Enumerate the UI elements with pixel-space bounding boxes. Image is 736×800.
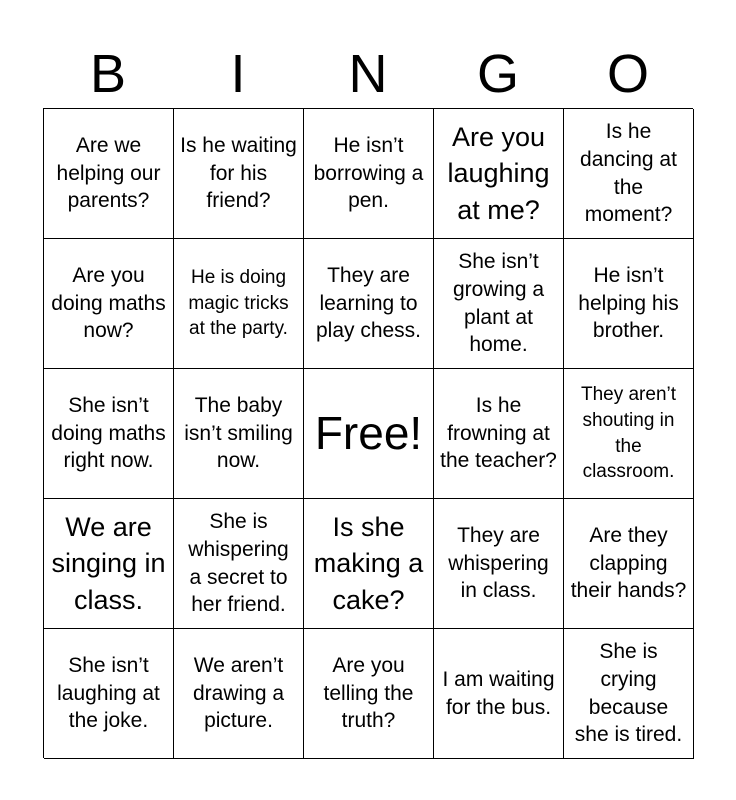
bingo-cell: He is doing magic tricks at the party. bbox=[174, 239, 304, 369]
bingo-card-grid bbox=[43, 108, 693, 758]
free-space-cell: Free! bbox=[304, 369, 434, 499]
bingo-cell: They are whispering in class. bbox=[434, 499, 564, 629]
bingo-cell: Are you laughing at me? bbox=[434, 109, 564, 239]
bingo-cell: Is she making a cake? bbox=[304, 499, 434, 629]
bingo-cell: He isn’t borrowing a pen. bbox=[304, 109, 434, 239]
bingo-cell: Are you telling the truth? bbox=[304, 629, 434, 759]
bingo-cell: We are singing in class. bbox=[44, 499, 174, 629]
bingo-cell: She isn’t growing a plant at home. bbox=[434, 239, 564, 369]
bingo-cell: Is he waiting for his friend? bbox=[174, 109, 304, 239]
bingo-cell: Are you doing maths now? bbox=[44, 239, 174, 369]
bingo-cell: I am waiting for the bus. bbox=[434, 629, 564, 759]
bingo-cell: She isn’t laughing at the joke. bbox=[44, 629, 174, 759]
bingo-cell: She is crying because she is tired. bbox=[564, 629, 694, 759]
bingo-cell: They aren’t shouting in the classroom. bbox=[564, 369, 694, 499]
bingo-cell: She is whispering a secret to her friend. bbox=[174, 499, 304, 629]
bingo-cell: He isn’t helping his brother. bbox=[564, 239, 694, 369]
bingo-cell: Are we helping our parents? bbox=[44, 109, 174, 239]
header-letter-b: B bbox=[89, 44, 127, 104]
bingo-cell: The baby isn’t smiling now. bbox=[174, 369, 304, 499]
bingo-header bbox=[43, 40, 693, 108]
header-letter-g: G bbox=[476, 44, 519, 104]
header-letter-i: I bbox=[230, 44, 246, 104]
bingo-cell: They are learning to play chess. bbox=[304, 239, 434, 369]
header-letter-n: N bbox=[348, 44, 388, 104]
header-letter-o: O bbox=[606, 44, 649, 104]
bingo-cell: Is he frowning at the teacher? bbox=[434, 369, 564, 499]
bingo-cell: Is he dancing at the moment? bbox=[564, 109, 694, 239]
bingo-cell: We aren’t drawing a picture. bbox=[174, 629, 304, 759]
bingo-cell: She isn’t doing maths right now. bbox=[44, 369, 174, 499]
bingo-cell: Are they clapping their hands? bbox=[564, 499, 694, 629]
